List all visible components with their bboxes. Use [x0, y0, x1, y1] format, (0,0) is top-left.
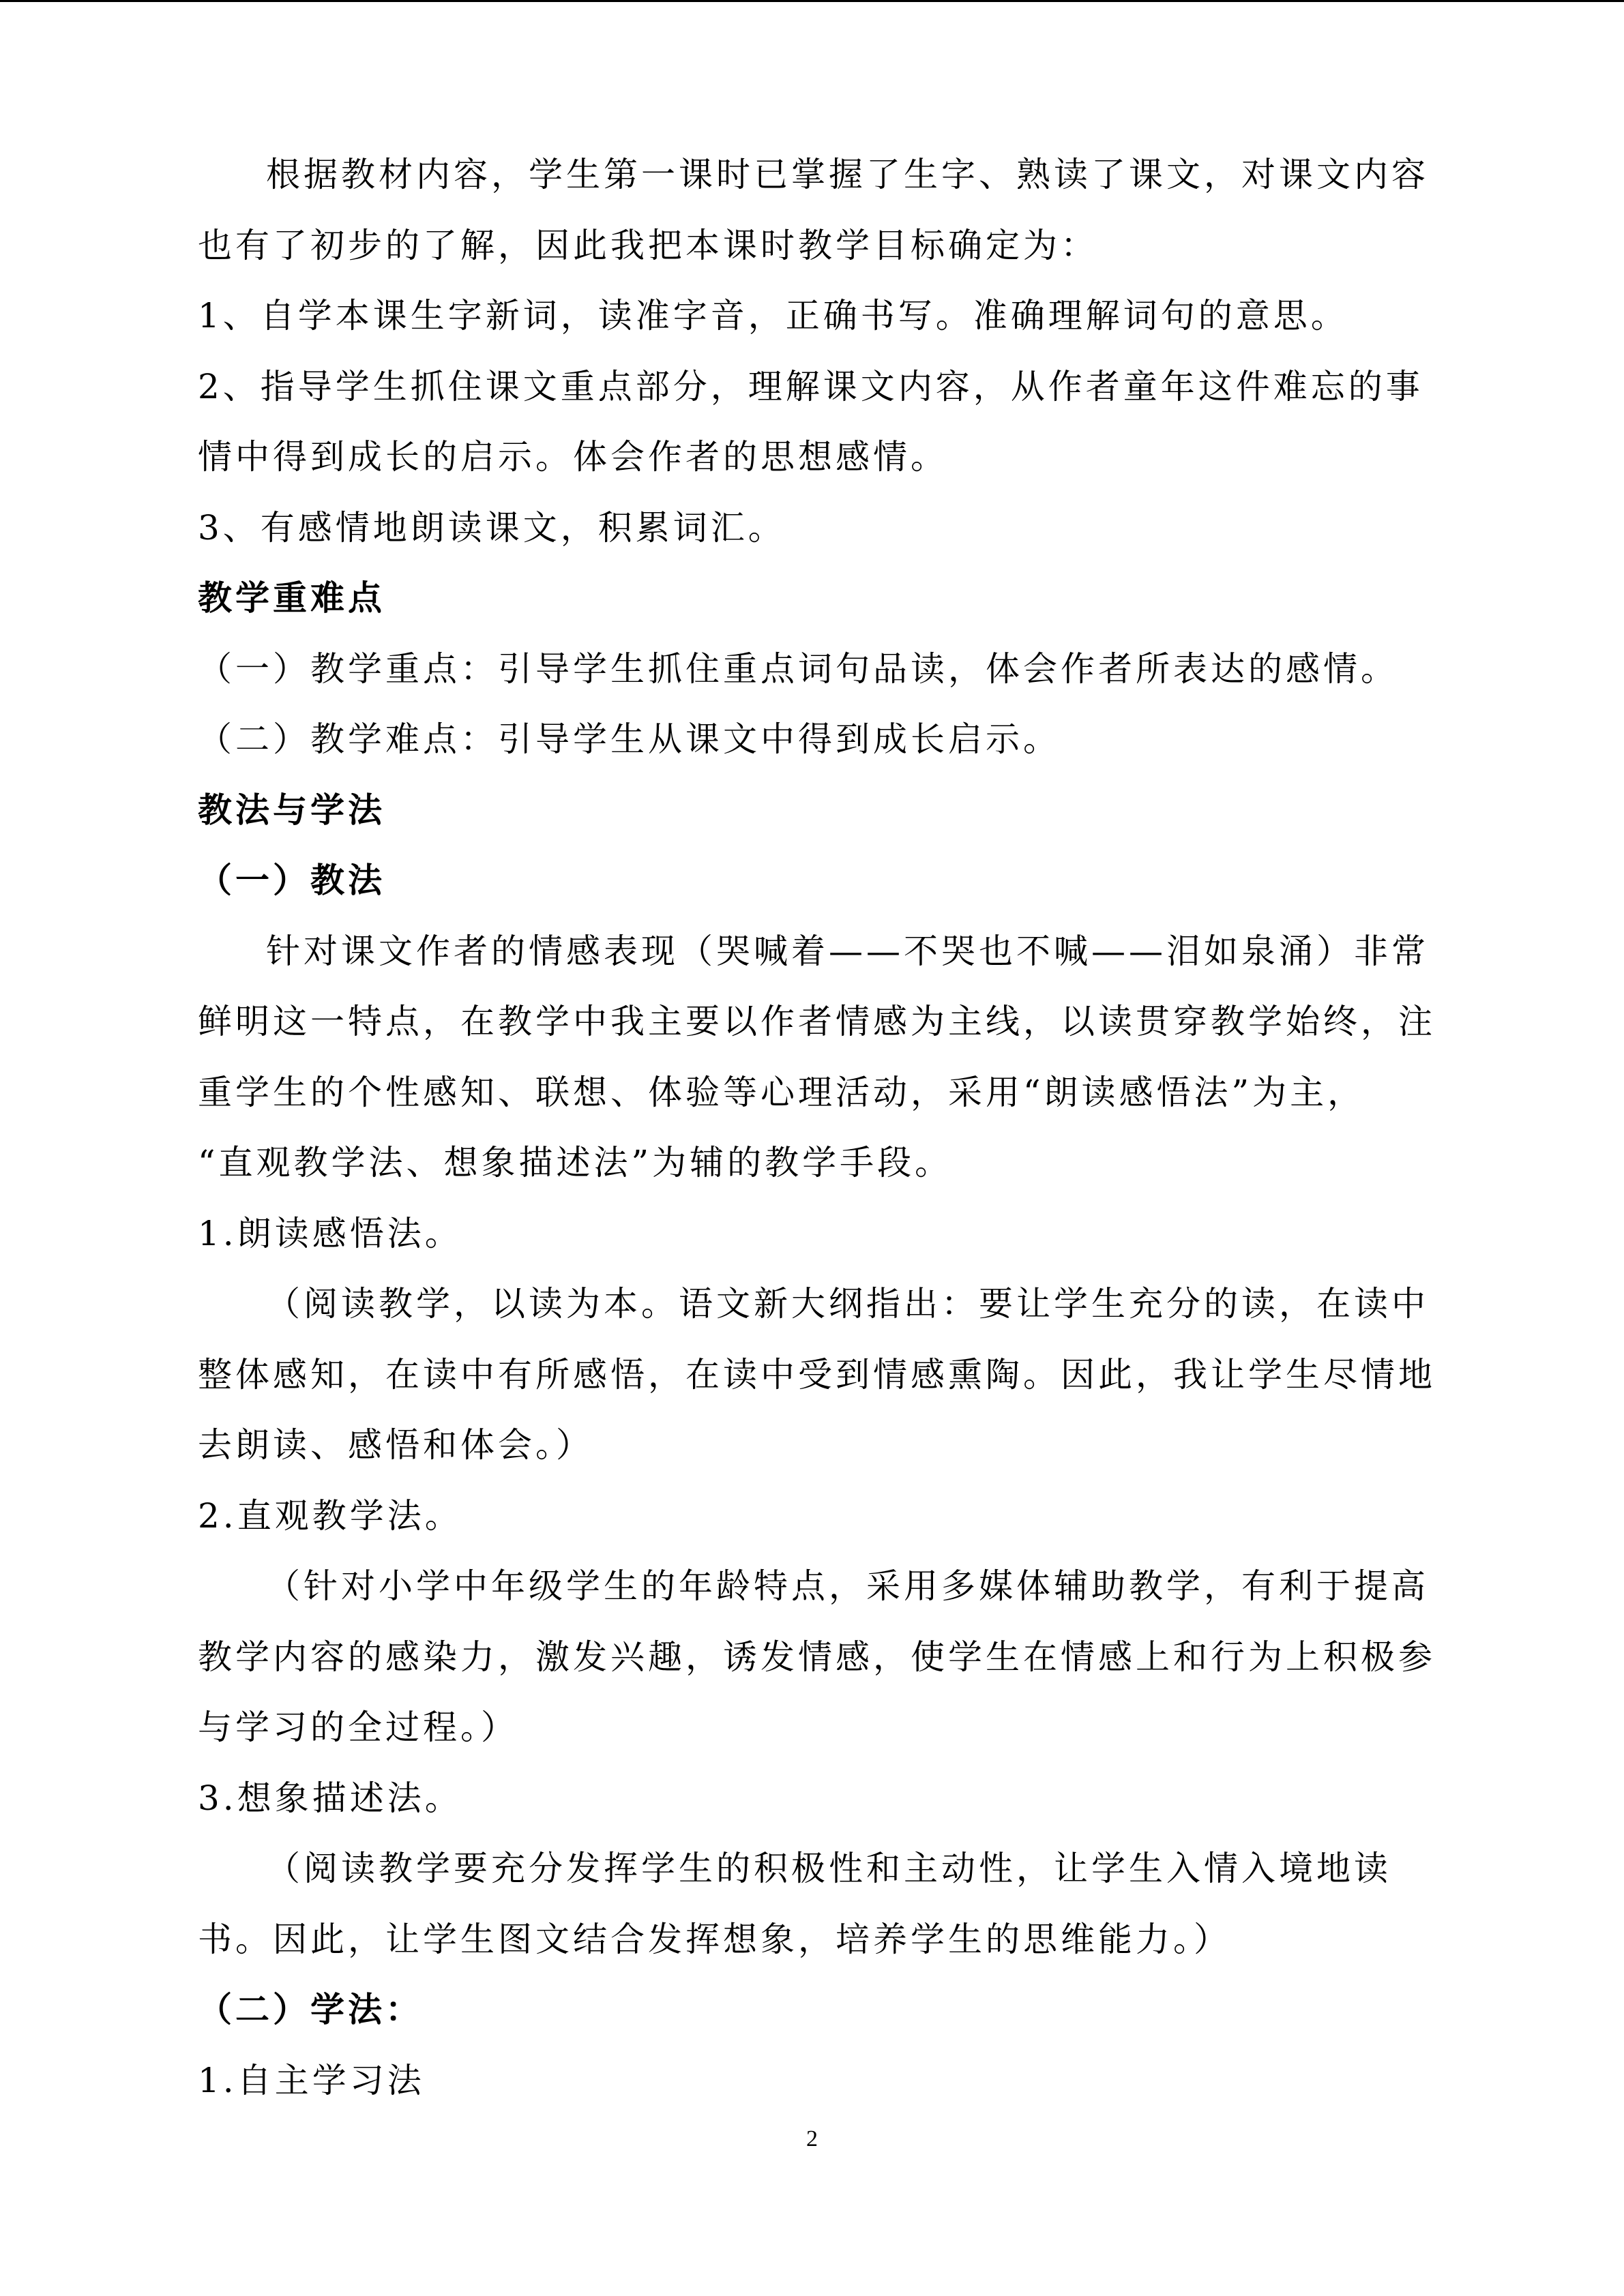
- paragraph-line: （针对小学中年级学生的年龄特点，采用多媒体辅助教学，有利于提高: [266, 1566, 1429, 1606]
- paragraph-line: 针对课文作者的情感表现（哭喊着——不哭也不喊——泪如泉涌）非常: [266, 931, 1429, 971]
- subheading-learning-method: （二）学法：: [198, 1990, 423, 2029]
- section-heading-key-points: 教学重难点: [198, 578, 385, 618]
- difficulty-item: （二）教学难点：引导学生从课文中得到成长启示。: [198, 719, 1061, 759]
- method-item-1: 1.朗读感悟法。: [198, 1213, 462, 1253]
- method-item-3: 3.想象描述法。: [198, 1778, 462, 1818]
- paragraph-line: “直观教学法、想象描述法”为辅的教学手段。: [198, 1143, 953, 1182]
- paragraph-line: 鲜明这一特点，在教学中我主要以作者情感为主线，以读贯穿教学始终，注: [198, 1002, 1436, 1041]
- paragraph-line: 去朗读、感悟和体会。）: [198, 1425, 593, 1465]
- subheading-teaching-method: （一）教法: [198, 861, 385, 900]
- goal-item-1: 1、自学本课生字新词，读准字音，正确书写。准确理解词句的意思。: [198, 296, 1348, 336]
- document-page: [198, 140, 1460, 2116]
- top-border-line: [0, 0, 1624, 2]
- paragraph-line: 与学习的全过程。）: [198, 1708, 518, 1747]
- goal-item-2-cont: 情中得到成长的启示。体会作者的思想感情。: [198, 437, 948, 477]
- learning-item-1: 1.自主学习法: [198, 2060, 425, 2100]
- paragraph-line: 教学内容的感染力，激发兴趣，诱发情感，使学生在情感上和行为上积极参: [198, 1637, 1436, 1677]
- paragraph-line: （阅读教学要充分发挥学生的积极性和主动性，让学生入情入境地读: [266, 1849, 1391, 1888]
- paragraph-line: 根据教材内容，学生第一课时已掌握了生字、熟读了课文，对课文内容: [266, 155, 1429, 194]
- method-item-2: 2.直观教学法。: [198, 1495, 462, 1536]
- key-point-item: （一）教学重点：引导学生抓住重点词句品读，体会作者所表达的感情。: [198, 648, 1398, 689]
- goal-item-3: 3、有感情地朗读课文，积累词汇。: [198, 507, 786, 548]
- goal-item-2: 2、指导学生抓住课文重点部分，理解课文内容，从作者童年这件难忘的事: [198, 366, 1423, 406]
- paragraph-line: 整体感知，在读中有所感悟，在读中受到情感熏陶。因此，我让学生尽情地: [198, 1354, 1436, 1395]
- section-heading-methods: 教法与学法: [198, 790, 385, 830]
- paragraph-line: （阅读教学，以读为本。语文新大纲指出：要让学生充分的读，在读中: [266, 1284, 1429, 1324]
- paragraph-line: 书。因此，让学生图文结合发挥想象，培养学生的思维能力。）: [198, 1919, 1231, 1959]
- paragraph-line: 也有了初步的了解，因此我把本课时教学目标确定为：: [198, 225, 1098, 265]
- page-number: 2: [806, 2126, 818, 2151]
- paragraph-line: 重学生的个性感知、联想、体验等心理活动，采用“朗读感悟法”为主，: [198, 1072, 1365, 1112]
